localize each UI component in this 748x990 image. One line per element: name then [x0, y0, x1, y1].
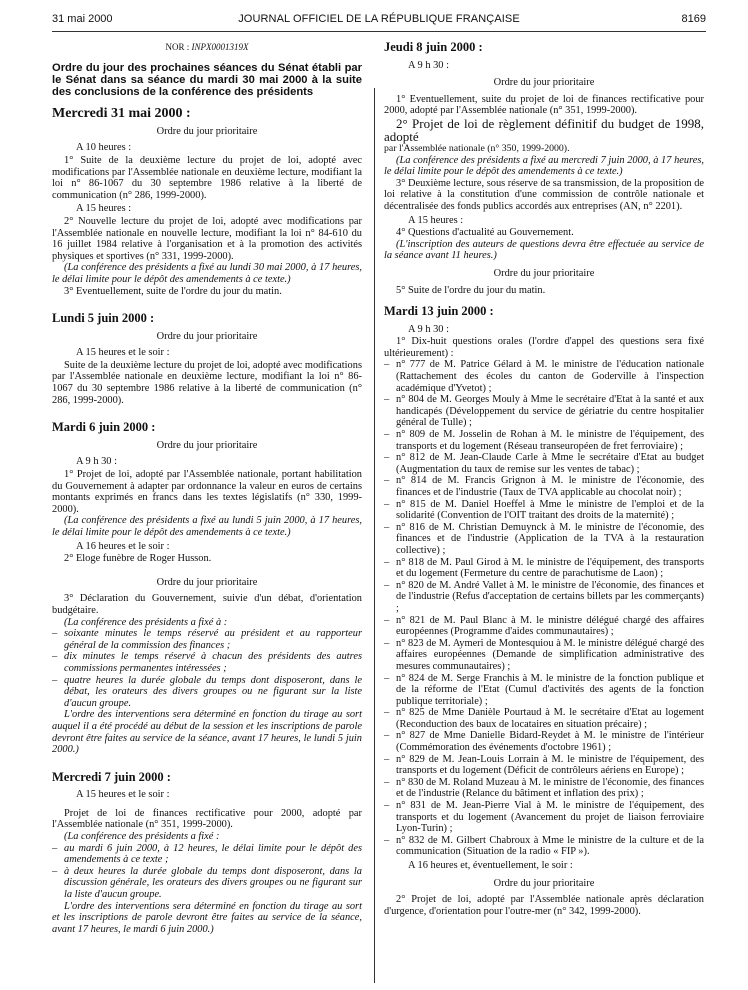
list-item: – n° 827 de Mme Danielle Bidard-Reydet à M. le ministre de l'intérieur (Commémoration des événements d'octobre 1961) ;	[384, 730, 704, 753]
list-item: – n° 815 de M. Daniel Hoeffel à Mme le ministre de l'emploi et de la solidarité (Convention de l'OIT traitant des droits de la maternité) ;	[384, 499, 704, 522]
agenda-item: 3° Eventuellement, suite de l'ordre du jour du matin.	[64, 285, 282, 297]
day-heading: Mercredi 7 juin 2000 :	[52, 769, 171, 784]
section-jeudi-8	[384, 42, 704, 296]
header-date: 31 mai 2000	[52, 13, 113, 25]
list-item: – n° 823 de M. Aymeri de Montesquiou à M. le ministre délégué chargé des affaires européennes (Demande de simplification administrative des mesures communautaires) ;	[384, 638, 704, 673]
day-heading: Mardi 13 juin 2000 :	[384, 304, 494, 319]
agenda-item: 2° Projet de loi, adopté par l'Assemblée nationale après déclaration d'urgence, d'orientation pour l'outre-mer (n° 342, 1999-2000).	[384, 894, 704, 917]
time-label: A 15 heures :	[408, 214, 464, 226]
list-item: – n° 816 de M. Christian Demuynck à M. le ministre de l'économie, des finances et de l'industrie (Application de la TVA à la restauration collective) ;	[384, 522, 704, 557]
list-item: – n° 812 de M. Jean-Claude Carle à Mme le secrétaire d'Etat au budget (Augmentation du taux de remise sur les ventes de tabac) ;	[384, 452, 704, 475]
section-mardi-6	[52, 422, 362, 755]
list-item: – soixante minutes le temps réservé au président et au rapporteur général de la commission des finances ;	[52, 628, 362, 651]
day-heading: Lundi 5 juin 2000 :	[52, 311, 155, 326]
list-item: – n° 830 de M. Roland Muzeau à M. le ministre de l'économie, des finances et de l'industrie (Relance du bâtiment et inflation des prix) ;	[384, 777, 704, 800]
section-label: Ordre du jour prioritaire	[156, 125, 258, 137]
list-item: – n° 820 de M. André Vallet à M. le ministre de l'économie, des finances et de l'industrie (Refus d'acceptation de certains billets par les commerçants) ;	[384, 580, 704, 615]
main-title: Ordre du jour des prochaines séances du Sénat établi par le Sénat dans sa séance du mardi 30 mai 2000 à la suite des conclusions de la conférence des présidents	[52, 61, 362, 98]
agenda-item: 1° Dix-huit questions orales (l'ordre d'appel des questions sera fixé ultérieurement) :	[384, 336, 704, 359]
agenda-item: Projet de loi de finances rectificative pour 2000, adopté par l'Assemblée nationale (n° 351, 1999-2000).	[52, 807, 362, 831]
conference-note: (La conférence des présidents a fixé au mercredi 7 juin 2000, à 17 heures, le délai limite pour le dépôt des amendements à ce texte.)	[384, 154, 704, 178]
section-label: Ordre du jour prioritaire	[493, 77, 595, 89]
conference-list	[52, 628, 362, 709]
conference-note: L'ordre des interventions sera déterminé en fonction du tirage au sort et les inscriptions de parole devront être faites au service de la séance, avant 17 heures, le mardi 6 juin 2000.)	[52, 900, 362, 935]
list-item: – n° 804 de M. Georges Mouly à Mme le secrétaire d'Etat à la santé et aux handicapés (Développement du service de gériatrie du centre hospitalier général de Tulle) ;	[384, 394, 704, 429]
section-mercredi-7	[52, 769, 362, 936]
day-heading: Mercredi 31 mai 2000 :	[52, 106, 191, 122]
agenda-item: 2° Projet de loi de règlement définitif du budget de 1998, adopté	[384, 115, 704, 144]
time-label: A 15 heures et le soir :	[76, 789, 170, 801]
section-label: Ordre du jour prioritaire	[156, 439, 258, 451]
agenda-item: 2° Eloge funèbre de Roger Husson.	[64, 553, 212, 565]
list-item: – n° 824 de M. Serge Franchis à M. le ministre de la fonction publique et de la réforme de l'Etat (Cumul d'activités des agents de la fonction publique territoriale) ;	[384, 673, 704, 708]
nor-reference: NOR : INPX0001319X	[165, 42, 249, 52]
agenda-item: 3° Deuxième lecture, sous réserve de sa transmission, de la proposition de loi relative à la constitution d'une commission de contrôle nationale et décentralisée des fonds publics accordés aux entreprises (AN, n° 2201).	[384, 177, 705, 212]
list-item: – n° 777 de M. Patrice Gélard à M. le ministre de l'éducation nationale (Rattachement des écoles du canton de Goderville à l'inspection académique d'Yvetot) ;	[384, 359, 704, 394]
list-item: – n° 831 de M. Jean-Pierre Vial à M. le ministre de l'équipement, des transports et du logement (Avancement du projet de liaison ferroviaire Lyon-Turin) ;	[384, 800, 704, 835]
agenda-item: 2° Nouvelle lecture du projet de loi, adopté avec modifications par l'Assemblée nationale en nouvelle lecture, modifiant la loi n° 84-610 du 16 juillet 1984 relative à l'organisation et à la promotion des activités physiques et sportives (n° 331, 1999-2000).	[52, 215, 362, 262]
header-rule	[52, 31, 706, 32]
conference-intro: (La conférence des présidents a fixé :	[64, 831, 220, 843]
section-label: Ordre du jour prioritaire	[156, 330, 258, 342]
time-label: A 9 h 30 :	[408, 59, 449, 71]
conference-intro: (La conférence des présidents a fixé à :	[64, 616, 228, 628]
list-item: – à deux heures la durée globale du temps dont disposeront, dans la discussion générale, les orateurs des divers groupes ou ne figurant sur la liste d'aucun groupe.	[52, 866, 362, 901]
right-column	[384, 42, 704, 917]
agenda-item: 1° Projet de loi, adopté par l'Assemblée nationale, portant habilitation du Gouvernement à adapter par ordonnance la valeur en euros de certains montants exprimés en francs dans les textes législatifs (n° 330, 1999-2000).	[52, 469, 362, 515]
day-heading: Jeudi 8 juin 2000 :	[384, 40, 483, 54]
left-column	[52, 42, 362, 935]
agenda-item: 1° Suite de la deuxième lecture du projet de loi, adopté avec modifications par l'Assemblée nationale en deuxième lecture, modifiant la loi n° 86-1067 du 30 septembre 1986 relative à la liberté de communication (n° 286, 1999-2000).	[52, 154, 362, 201]
conference-note: (La conférence des présidents a fixé au lundi 5 juin 2000, à 17 heures, le délai limite pour le dépôt des amendements à ce texte.)	[52, 515, 362, 539]
journal-title: JOURNAL OFFICIEL DE LA RÉPUBLIQUE FRANÇAISE	[238, 13, 520, 25]
column-rule	[374, 88, 375, 983]
list-item: – n° 814 de M. Francis Grignon à M. le ministre de l'économie, des finances et de l'industrie (Taux de TVA applicable au chocolat noir) ;	[384, 475, 704, 498]
questions-list	[384, 359, 704, 858]
section-mercredi-31	[52, 108, 362, 297]
section-label: Ordre du jour prioritaire	[493, 877, 595, 889]
conference-note: L'ordre des interventions sera déterminé en fonction du tirage au sort auquel il a été procédé au début de la session et les inscriptions de parole devront être faites au service de la séance, avant 17 heures, le lundi 5 juin 2000.)	[52, 709, 362, 756]
page-header	[52, 13, 706, 29]
agenda-item: 4° Questions d'actualité au Gouvernement.	[396, 227, 574, 239]
agenda-item-continuation: par l'Assemblée nationale (n° 350, 1999-2000).	[384, 142, 570, 154]
list-item: – au mardi 6 juin 2000, à 12 heures, le délai limite pour le dépôt des amendements à ce texte ;	[52, 843, 362, 866]
agenda-item: 1° Eventuellement, suite du projet de loi de finances rectificative pour 2000, adopté par l'Assemblée nationale (n° 351, 1999-2000).	[384, 93, 704, 117]
conference-note: (L'inscription des auteurs de questions devra être effectuée au service de la séance avant 11 heures.)	[384, 238, 704, 262]
list-item: – n° 829 de M. Jean-Louis Lorrain à M. le ministre de l'équipement, des transports et du logement (Déficit de contrôleurs aériens en Europe) ;	[384, 754, 704, 777]
section-lundi-5	[52, 313, 362, 406]
time-label: A 9 h 30 :	[76, 456, 117, 468]
day-heading: Mardi 6 juin 2000 :	[52, 420, 156, 435]
list-item: – quatre heures la durée globale du temps dont disposeront, dans le débat, les orateurs des divers groupes ou ne figurant sur la liste d'aucun groupe.	[52, 675, 362, 710]
time-label: A 9 h 30 :	[408, 323, 449, 335]
time-label: A 15 heures :	[76, 203, 132, 215]
section-label: Ordre du jour prioritaire	[493, 267, 595, 279]
list-item: – n° 809 de M. Josselin de Rohan à M. le ministre de l'équipement, des transports et du logement (Réseau transeuropéen de fret ferroviaire) ;	[384, 429, 704, 452]
agenda-item: Suite de la deuxième lecture du projet de loi, adopté avec modifications par l'Assemblée nationale en deuxième lecture, modifiant la loi n° 86-1067 du 30 septembre 1986 relative à la liberté de communication (n° 286, 1999-2000).	[52, 359, 362, 406]
list-item: – n° 821 de M. Paul Blanc à M. le ministre délégué chargé des affaires européennes (Programme d'aides communautaires) ;	[384, 615, 704, 638]
page-number: 8169	[681, 13, 706, 25]
time-label: A 16 heures et le soir :	[76, 540, 170, 552]
list-item: – n° 818 de M. Paul Girod à M. le ministre de l'équipement, des transports et du logement (Fermeture du centre de parachutisme de Laon) ;	[384, 557, 704, 580]
conference-note: (La conférence des présidents a fixé au lundi 30 mai 2000, à 17 heures, le délai limite pour le dépôt des amendements à ce texte.)	[52, 262, 362, 285]
list-item: – n° 832 de M. Gilbert Chabroux à Mme le ministre de la culture et de la communication (Situation de la radio « FIP »).	[384, 835, 704, 858]
time-label: A 16 heures et, éventuellement, le soir :	[408, 860, 573, 871]
time-label: A 10 heures :	[76, 142, 132, 154]
list-item: – dix minutes le temps réservé à chacun des présidents des autres commissions permanentes intéressées ;	[52, 651, 362, 674]
section-mardi-13	[384, 306, 704, 917]
time-label: A 15 heures et le soir :	[76, 347, 170, 359]
agenda-item: 3° Déclaration du Gouvernement, suivie d'un débat, d'orientation budgétaire.	[52, 593, 362, 616]
conference-list	[52, 843, 362, 901]
agenda-item: 5° Suite de l'ordre du jour du matin.	[396, 284, 546, 296]
section-label: Ordre du jour prioritaire	[156, 576, 258, 588]
list-item: – n° 825 de Mme Danièle Pourtaud à M. le secrétaire d'Etat au logement (Reconduction des baux de locataires en situation précaire) ;	[384, 707, 704, 730]
